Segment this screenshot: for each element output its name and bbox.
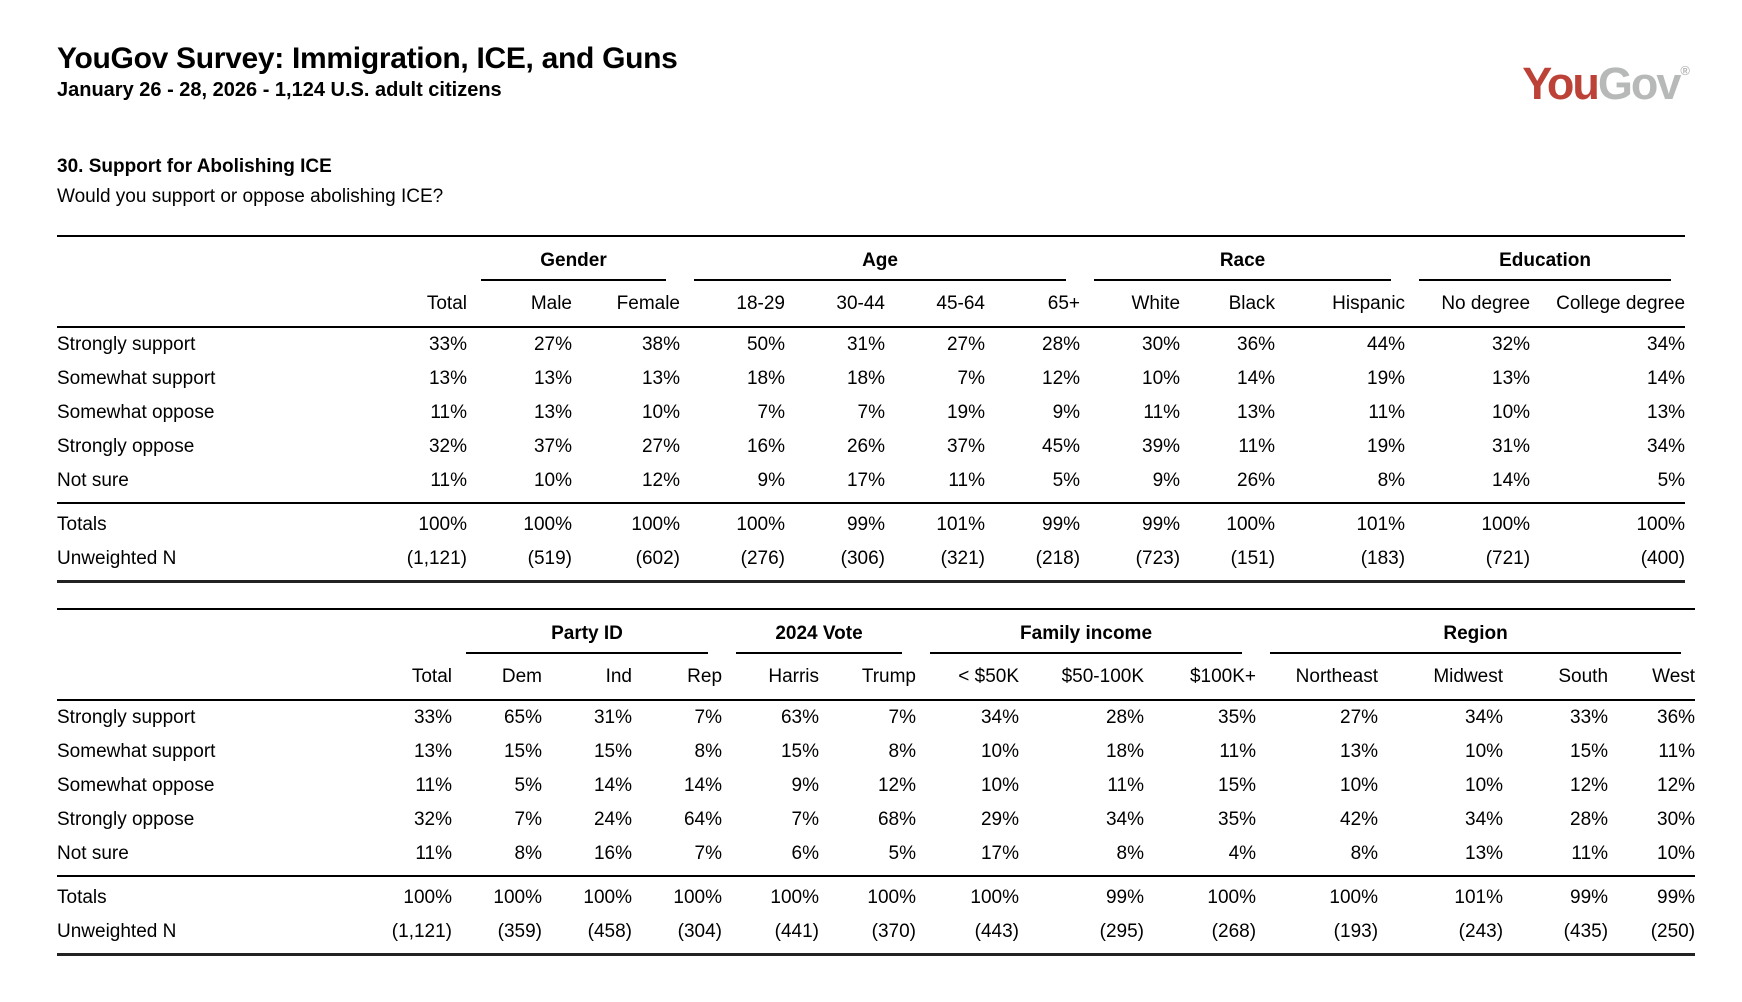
value-cell: 100% (1144, 876, 1256, 915)
value-cell: (295) (1099, 921, 1145, 942)
value-cell: 11% (1368, 402, 1406, 423)
value-cell: 5% (1052, 470, 1081, 491)
group-header (916, 609, 1256, 654)
value-cell: 15% (503, 741, 542, 762)
value-cell: (458) (587, 921, 632, 942)
registered-mark-icon: ® (1680, 63, 1690, 78)
table-row (57, 735, 1695, 769)
value-cell: 8% (514, 843, 542, 864)
value-cell: (306) (840, 548, 885, 569)
value-cell: 6% (791, 843, 820, 864)
value-cell: 5% (1657, 470, 1686, 491)
value-cell: 100% (1256, 876, 1378, 915)
row-label: Unweighted N (57, 548, 177, 569)
value-cell: 31% (846, 334, 885, 355)
value-cell: 12% (1570, 775, 1609, 796)
crosstab-table-demographics (57, 235, 1685, 583)
value-cell: 99% (1019, 876, 1144, 915)
value-cell: 27% (641, 436, 680, 457)
value-cell: 12% (877, 775, 917, 796)
value-cell: 65% (503, 707, 542, 728)
value-cell: 100% (1530, 503, 1685, 542)
value-cell: 100% (680, 503, 785, 542)
value-cell: (443) (974, 921, 1020, 942)
value-cell: (250) (1650, 921, 1696, 942)
value-cell: 8% (1377, 470, 1406, 491)
value-cell: 28% (1105, 707, 1145, 728)
value-cell: 100% (1405, 503, 1530, 542)
value-cell: (151) (1230, 548, 1276, 569)
value-cell: 28% (1042, 334, 1081, 355)
value-cell: 99% (1608, 876, 1695, 915)
row-label: Unweighted N (57, 921, 177, 942)
column-header: No degree (1405, 281, 1530, 327)
column-header: Northeast (1256, 654, 1378, 700)
value-cell: 19% (1367, 436, 1406, 457)
group-header-label: Race (1094, 250, 1391, 281)
yougov-logo-gov: Gov (1597, 58, 1680, 109)
group-header (1080, 236, 1405, 281)
value-cell: 10% (1657, 843, 1696, 864)
row-label: Somewhat oppose (57, 402, 215, 423)
value-cell: 27% (1340, 707, 1379, 728)
value-cell: 16% (593, 843, 632, 864)
value-cell: 33% (413, 707, 452, 728)
value-cell: 50% (746, 334, 785, 355)
column-header (57, 281, 357, 327)
value-cell: 11% (948, 470, 985, 491)
value-cell: 13% (1340, 741, 1379, 762)
column-header-row (57, 281, 1685, 327)
value-cell: 32% (428, 436, 467, 457)
group-header-spacer (57, 609, 347, 654)
table-row (57, 362, 1685, 396)
value-cell: (435) (1563, 921, 1609, 942)
value-cell: 10% (1465, 741, 1504, 762)
row-label: Totals (57, 503, 357, 542)
value-cell: 28% (1570, 809, 1609, 830)
value-cell: 11% (1571, 843, 1609, 864)
table-row (57, 430, 1685, 464)
value-cell: 13% (413, 741, 452, 762)
value-cell: 101% (885, 503, 985, 542)
table-row (57, 769, 1695, 803)
value-cell: (243) (1458, 921, 1504, 942)
value-cell: 36% (1237, 334, 1276, 355)
value-cell: (359) (497, 921, 542, 942)
value-cell: 10% (533, 470, 572, 491)
row-label: Somewhat support (57, 741, 216, 762)
value-cell: 11% (1143, 402, 1181, 423)
value-cell: 16% (746, 436, 785, 457)
value-cell: 5% (514, 775, 542, 796)
column-header: 65+ (985, 281, 1080, 327)
value-cell: 99% (985, 503, 1080, 542)
table-row (57, 396, 1685, 430)
value-cell: 7% (694, 707, 723, 728)
group-header-label: Family income (930, 623, 1242, 654)
value-cell: 11% (430, 402, 467, 423)
value-cell: 34% (1465, 707, 1504, 728)
value-cell: 100% (347, 876, 452, 915)
question-title: 30. Support for Abolishing ICE (57, 156, 332, 177)
value-cell: 30% (1142, 334, 1181, 355)
value-cell: 7% (694, 843, 723, 864)
value-cell: (1,121) (391, 921, 452, 942)
row-label: Totals (57, 876, 347, 915)
question-block (57, 156, 1685, 208)
value-cell: 14% (1492, 470, 1531, 491)
value-cell: 12% (1657, 775, 1696, 796)
table-row (57, 464, 1685, 503)
column-header: Ind (542, 654, 632, 700)
group-header-label: Region (1270, 623, 1681, 654)
column-header: 30-44 (785, 281, 885, 327)
column-header: 45-64 (885, 281, 985, 327)
value-cell: 100% (542, 876, 632, 915)
row-label: Somewhat oppose (57, 775, 215, 796)
value-cell: 13% (1237, 402, 1276, 423)
value-cell: 7% (857, 402, 885, 423)
column-header: Harris (722, 654, 819, 700)
value-cell: 12% (1042, 368, 1081, 389)
value-cell: 39% (1142, 436, 1181, 457)
table-row (57, 876, 1695, 915)
value-cell: 11% (1238, 436, 1276, 457)
value-cell: 10% (980, 741, 1020, 762)
value-cell: (304) (677, 921, 723, 942)
value-cell: (370) (871, 921, 917, 942)
value-cell: 101% (1275, 503, 1405, 542)
value-cell: 26% (846, 436, 885, 457)
value-cell: 11% (415, 775, 452, 796)
value-cell: 10% (980, 775, 1020, 796)
group-header (452, 609, 722, 654)
value-cell: 8% (1350, 843, 1379, 864)
value-cell: 100% (572, 503, 680, 542)
value-cell: 35% (1218, 809, 1257, 830)
value-cell: 14% (1647, 368, 1686, 389)
value-cell: (321) (940, 548, 985, 569)
value-cell: 100% (916, 876, 1019, 915)
column-header: South (1503, 654, 1608, 700)
value-cell: 18% (746, 368, 785, 389)
table-row (57, 803, 1695, 837)
table-row (57, 542, 1685, 582)
value-cell: 35% (1218, 707, 1257, 728)
row-label: Not sure (57, 843, 129, 864)
value-cell: 8% (694, 741, 723, 762)
value-cell: 13% (1647, 402, 1686, 423)
value-cell: (218) (1035, 548, 1081, 569)
column-header: Total (357, 281, 467, 327)
table-row (57, 837, 1695, 876)
column-header: Dem (452, 654, 542, 700)
value-cell: 15% (593, 741, 632, 762)
column-header: Female (572, 281, 680, 327)
value-cell: 99% (1080, 503, 1180, 542)
column-header: Black (1180, 281, 1275, 327)
value-cell: (441) (774, 921, 820, 942)
value-cell: 33% (1570, 707, 1609, 728)
group-header (467, 236, 680, 281)
group-header-label: Gender (481, 250, 666, 281)
value-cell: 30% (1657, 809, 1696, 830)
value-cell: 37% (533, 436, 572, 457)
row-label: Strongly support (57, 707, 196, 728)
value-cell: 7% (888, 707, 917, 728)
row-label: Strongly oppose (57, 809, 195, 830)
value-cell: 14% (593, 775, 632, 796)
value-cell: 10% (641, 402, 680, 423)
value-cell: 14% (683, 775, 723, 796)
table-row (57, 915, 1695, 955)
value-cell: 10% (1465, 775, 1504, 796)
group-header-spacer (57, 236, 357, 281)
value-cell: 32% (1492, 334, 1531, 355)
yougov-logo (1522, 58, 1690, 110)
value-cell: 44% (1367, 334, 1406, 355)
value-cell: 17% (846, 470, 885, 491)
value-cell: 7% (791, 809, 820, 830)
column-header: Male (467, 281, 572, 327)
value-cell: 9% (1152, 470, 1181, 491)
column-header: Midwest (1378, 654, 1503, 700)
value-cell: 63% (780, 707, 820, 728)
yougov-logo-you: You (1522, 58, 1598, 109)
group-header-label: Education (1419, 250, 1671, 281)
row-label: Not sure (57, 470, 129, 491)
value-cell: 13% (533, 368, 572, 389)
value-cell: (276) (740, 548, 785, 569)
value-cell: 34% (1647, 334, 1686, 355)
value-cell: 12% (641, 470, 680, 491)
value-cell: 34% (1465, 809, 1504, 830)
value-cell: 11% (1658, 741, 1696, 762)
value-cell: (519) (527, 548, 572, 569)
value-cell: 19% (946, 402, 985, 423)
group-header-spacer (347, 609, 452, 654)
value-cell: 19% (1367, 368, 1406, 389)
value-cell: 38% (641, 334, 680, 355)
value-cell: 13% (1465, 843, 1504, 864)
value-cell: 42% (1340, 809, 1379, 830)
document-header (57, 42, 1690, 109)
value-cell: 9% (1052, 402, 1081, 423)
row-label: Strongly support (57, 334, 196, 355)
value-cell: (723) (1135, 548, 1181, 569)
value-cell: 100% (632, 876, 722, 915)
value-cell: 14% (1237, 368, 1276, 389)
page-subtitle: January 26 - 28, 2026 - 1,124 U.S. adult citizens (57, 79, 502, 101)
group-header (1256, 609, 1695, 654)
value-cell: 8% (1116, 843, 1145, 864)
value-cell: 68% (877, 809, 917, 830)
value-cell: (721) (1485, 548, 1531, 569)
group-header-row (57, 236, 1685, 281)
column-header-row (57, 654, 1695, 700)
group-header-label: Age (694, 250, 1066, 281)
value-cell: 26% (1237, 470, 1276, 491)
column-header: Total (347, 654, 452, 700)
value-cell: 10% (1142, 368, 1181, 389)
value-cell: 5% (888, 843, 917, 864)
column-header: < $50K (916, 654, 1019, 700)
value-cell: 100% (357, 503, 467, 542)
value-cell: 100% (467, 503, 572, 542)
value-cell: 11% (415, 843, 452, 864)
value-cell: 17% (980, 843, 1020, 864)
group-header-spacer (357, 236, 467, 281)
value-cell: 24% (593, 809, 632, 830)
value-cell: 36% (1657, 707, 1696, 728)
value-cell: 7% (957, 368, 985, 389)
value-cell: 13% (533, 402, 572, 423)
table-row (57, 700, 1695, 735)
column-header: College degree (1530, 281, 1685, 327)
value-cell: 37% (946, 436, 985, 457)
value-cell: (400) (1640, 548, 1686, 569)
column-header: $100K+ (1144, 654, 1256, 700)
value-cell: 101% (1378, 876, 1503, 915)
value-cell: 27% (533, 334, 572, 355)
value-cell: 7% (514, 809, 542, 830)
column-header: West (1608, 654, 1695, 700)
value-cell: 13% (641, 368, 680, 389)
value-cell: 8% (888, 741, 917, 762)
value-cell: 15% (1570, 741, 1609, 762)
column-header: White (1080, 281, 1180, 327)
group-header (722, 609, 916, 654)
value-cell: 9% (757, 470, 785, 491)
value-cell: 7% (757, 402, 785, 423)
row-label: Strongly oppose (57, 436, 195, 457)
column-header: $50-100K (1019, 654, 1144, 700)
value-cell: 10% (1340, 775, 1379, 796)
row-label: Somewhat support (57, 368, 216, 389)
value-cell: 34% (1647, 436, 1686, 457)
value-cell: 9% (791, 775, 820, 796)
table-row (57, 327, 1685, 362)
group-header-label: 2024 Vote (736, 623, 902, 654)
value-cell: 100% (452, 876, 542, 915)
value-cell: 31% (1492, 436, 1531, 457)
column-header (57, 654, 347, 700)
value-cell: 11% (430, 470, 467, 491)
value-cell: 11% (1107, 775, 1145, 796)
value-cell: 29% (980, 809, 1020, 830)
value-cell: 27% (946, 334, 985, 355)
value-cell: 34% (1105, 809, 1145, 830)
value-cell: 100% (1180, 503, 1275, 542)
value-cell: 15% (1218, 775, 1257, 796)
column-header: 18-29 (680, 281, 785, 327)
value-cell: 99% (1503, 876, 1608, 915)
value-cell: 99% (785, 503, 885, 542)
group-header (680, 236, 1080, 281)
group-header-row (57, 609, 1695, 654)
column-header: Hispanic (1275, 281, 1405, 327)
page-title: YouGov Survey: Immigration, ICE, and Guns (57, 42, 678, 75)
value-cell: 33% (428, 334, 467, 355)
value-cell: 13% (428, 368, 467, 389)
value-cell: 10% (1492, 402, 1531, 423)
table-row (57, 503, 1685, 542)
value-cell: 100% (722, 876, 819, 915)
value-cell: 34% (980, 707, 1020, 728)
value-cell: (183) (1360, 548, 1406, 569)
value-cell: (1,121) (406, 548, 467, 569)
value-cell: 13% (1492, 368, 1531, 389)
column-header: Rep (632, 654, 722, 700)
group-header-label: Party ID (466, 623, 708, 654)
value-cell: 4% (1228, 843, 1257, 864)
value-cell: (193) (1333, 921, 1379, 942)
value-cell: 18% (846, 368, 885, 389)
value-cell: 11% (1219, 741, 1257, 762)
crosstab-table-politics (57, 608, 1695, 956)
value-cell: (602) (635, 548, 680, 569)
value-cell: 18% (1105, 741, 1145, 762)
value-cell: 31% (593, 707, 632, 728)
value-cell: 15% (780, 741, 820, 762)
value-cell: (268) (1211, 921, 1257, 942)
value-cell: 64% (683, 809, 723, 830)
question-text: Would you support or oppose abolishing ICE? (57, 186, 444, 207)
value-cell: 45% (1042, 436, 1081, 457)
value-cell: 32% (413, 809, 452, 830)
group-header (1405, 236, 1685, 281)
value-cell: 100% (819, 876, 916, 915)
column-header: Trump (819, 654, 916, 700)
